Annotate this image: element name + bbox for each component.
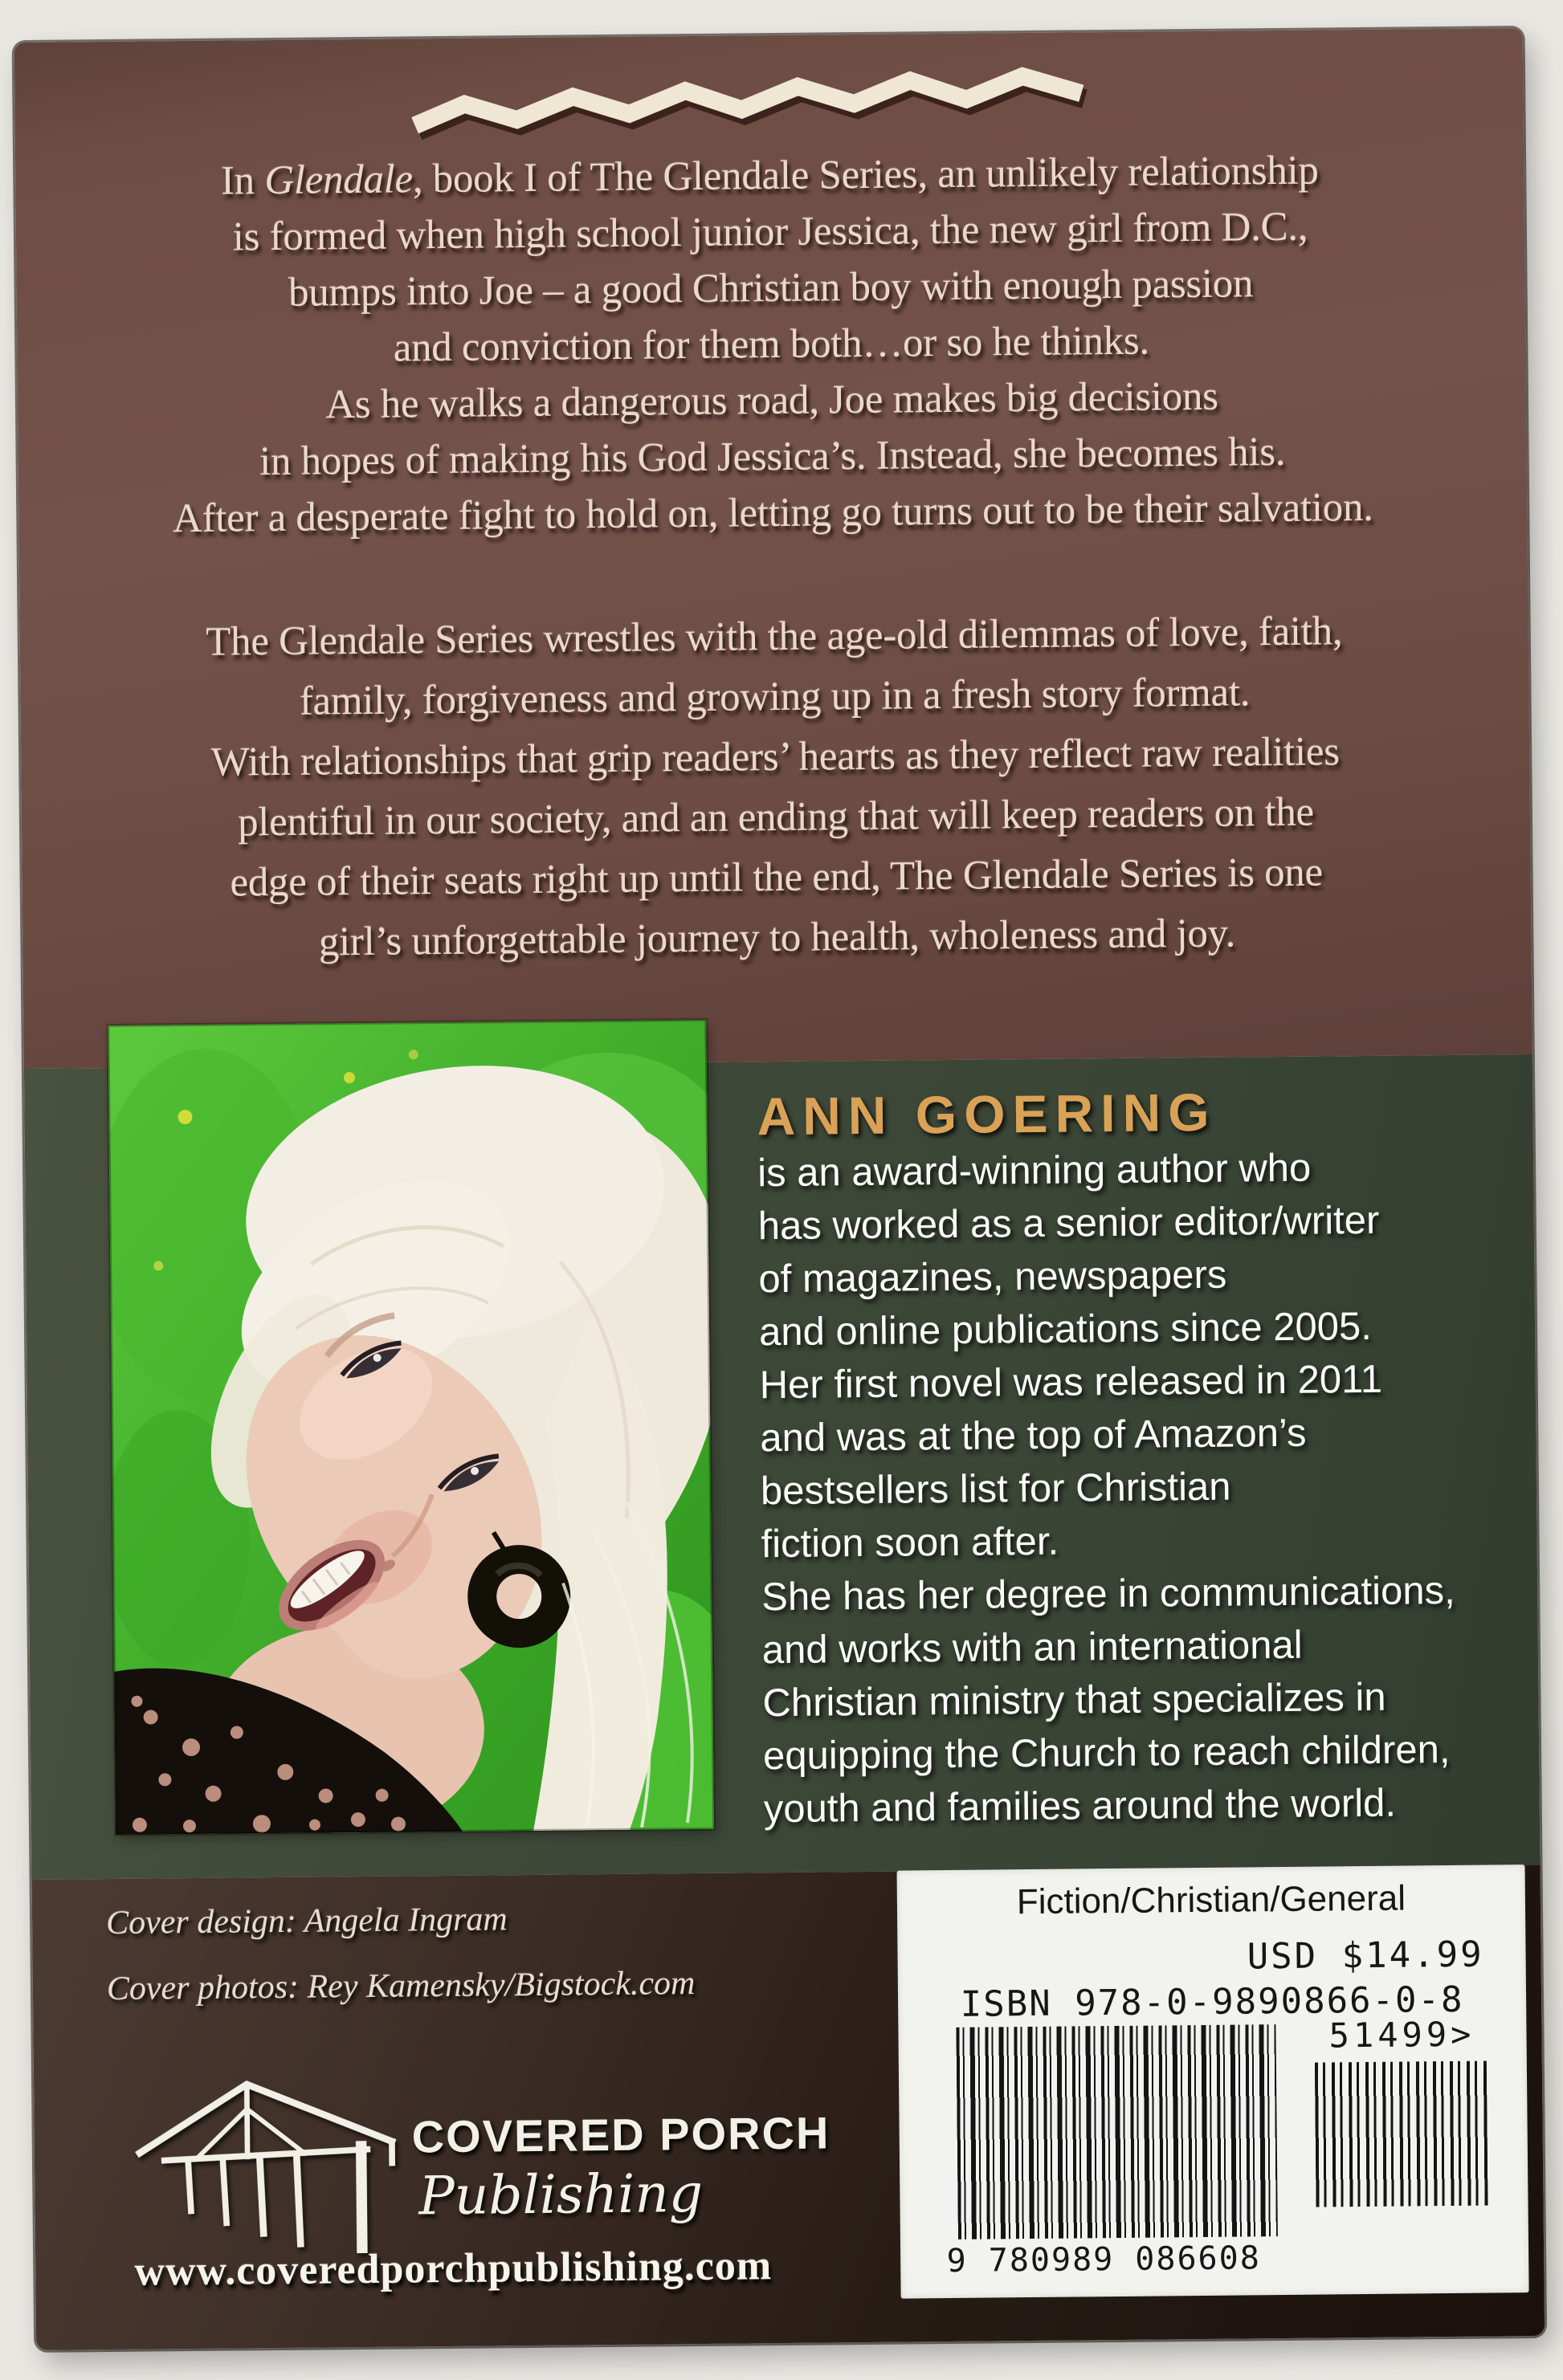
bio-line: and works with an international: [761, 1623, 1303, 1673]
isbn-label: ISBN 978-0-9890866-0-8: [960, 1979, 1464, 2025]
bio-line: Her first novel was released in 2011: [759, 1357, 1383, 1408]
bio-line: has worked as a senior editor/writer: [757, 1198, 1380, 1249]
author-bio: [757, 1139, 1535, 1836]
synopsis-line: is formed when high school junior Jessica, the new girl from D.C.,: [232, 204, 1308, 260]
bio-line: is an award-winning author who: [757, 1146, 1312, 1196]
synopsis-paragraph-1: [39, 141, 1504, 548]
price-label: USD $14.99: [1247, 1934, 1484, 1978]
synopsis-line: The Glendale Series wrestles with the age-old dilemmas of love, faith,: [205, 609, 1343, 665]
bio-line: She has her degree in communications,: [761, 1568, 1455, 1620]
zigzag-ornament-icon: [408, 61, 1092, 156]
synopsis-line: in hopes of making his God Jessica’s. Instead, she becomes his.: [259, 429, 1286, 485]
synopsis-line: girl’s unforgettable journey to health, wholeness and joy.: [318, 911, 1236, 965]
synopsis-line: plentiful in our society, and an ending that will keep readers on the: [237, 789, 1315, 846]
synopsis-text: In: [220, 158, 265, 204]
credits-block: [106, 1899, 696, 2036]
author-photo: [108, 1020, 714, 1835]
publisher-division: Publishing: [418, 2162, 704, 2227]
ean-digits: 9 780989 086608: [946, 2239, 1262, 2280]
covered-porch-logo-icon: [124, 2072, 414, 2255]
book-title-italic: Glendale: [264, 157, 414, 204]
synopsis-line: family, forgiveness and growing up in a fresh story format.: [299, 670, 1251, 724]
synopsis-line: bumps into Joe – a good Christian boy with enough passion: [288, 261, 1254, 316]
synopsis-line: and conviction for them both…or so he thinks.: [393, 318, 1150, 371]
bio-line: fiction soon after.: [761, 1519, 1059, 1567]
book-back-cover: [14, 28, 1545, 2350]
bio-line: Christian ministry that specializes in: [762, 1675, 1386, 1726]
author-name-heading: ANN GOERING: [757, 1082, 1217, 1147]
synopsis-line: edge of their seats right up until the end, The Glendale Series is one: [230, 850, 1324, 906]
cover-photos-credit: Cover photos: Rey Kamensky/Bigstock.com: [106, 1965, 696, 2008]
bio-line: equipping the Church to reach children,: [762, 1728, 1451, 1779]
bio-line: youth and families around the world.: [763, 1781, 1397, 1832]
cover-design-credit: Cover design: Angela Ingram: [105, 1901, 508, 1942]
synopsis-paragraph-2: [43, 600, 1507, 975]
barcode-box: [897, 1864, 1529, 2298]
bio-line: bestsellers list for Christian: [760, 1465, 1231, 1514]
genre-label: Fiction/Christian/General: [1016, 1878, 1406, 1922]
synopsis-panel: [14, 28, 1532, 1069]
barcode-addon-label: 51499>: [1328, 2014, 1475, 2056]
synopsis-line: With relationships that grip readers’ hearts as they reflect raw realities: [210, 729, 1340, 785]
synopsis-text: , book I of The Glendale Series, an unlikely relationship: [412, 148, 1319, 202]
publisher-website: www.coveredporchpublishing.com: [134, 2243, 773, 2295]
publisher-name: COVERED PORCH: [411, 2107, 830, 2162]
barcode-addon-icon: [1315, 2061, 1488, 2207]
bio-line: of magazines, newspapers: [758, 1253, 1227, 1302]
synopsis-line: After a desperate fight to hold on, letting go turns out to be their salvation.: [172, 484, 1373, 542]
synopsis-line: As he walks a dangerous road, Joe makes big decisions: [324, 373, 1218, 428]
bio-line: and was at the top of Amazon’s: [760, 1411, 1307, 1461]
barcode-icon: [956, 2024, 1278, 2239]
bio-line: and online publications since 2005.: [758, 1304, 1373, 1355]
